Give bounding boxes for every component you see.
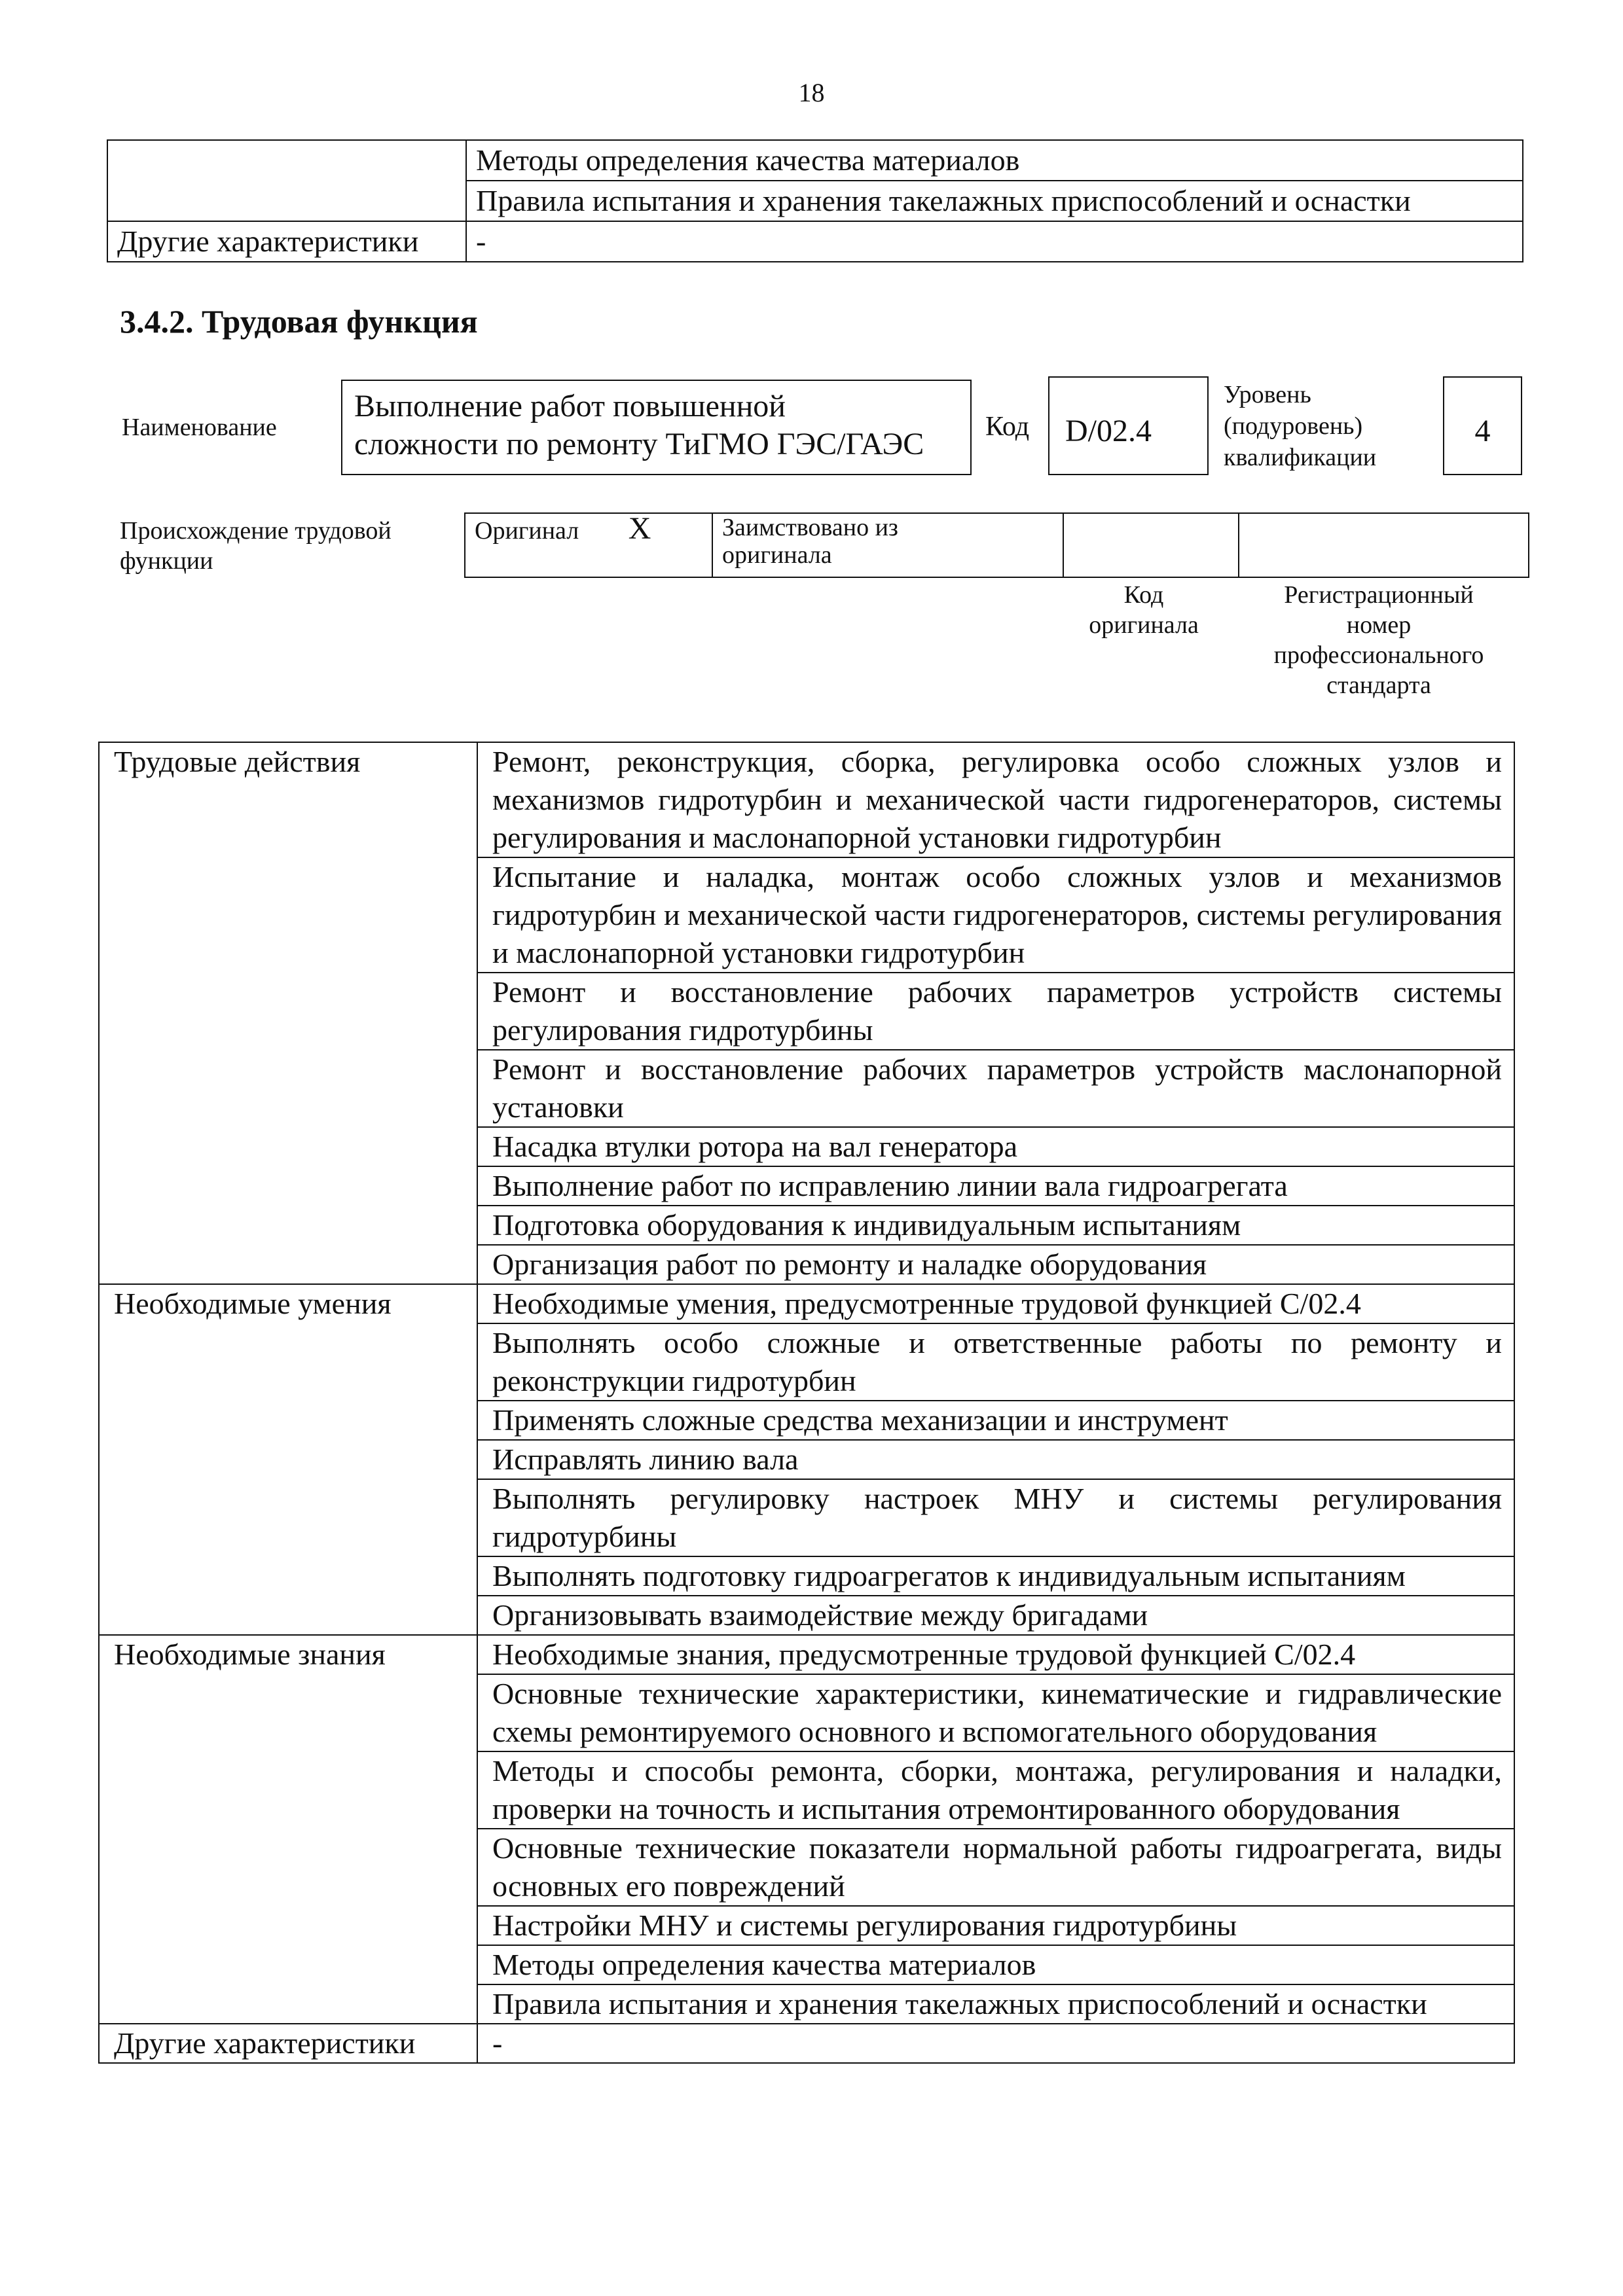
code-value: D/02.4 [1065,414,1152,448]
code-label: Код [985,412,1030,442]
origin-label-line: Происхождение трудовой [120,517,392,545]
other-characteristics-value: - [477,2024,1514,2063]
skill-item: Организовывать взаимодействие между бригадами [477,1596,1514,1635]
level-value: 4 [1474,414,1491,448]
other-characteristics-label: Другие характеристики [107,221,466,262]
knowledge-item: Правила испытания и хранения такелажных приспособлений и оснастки [466,181,1523,221]
page-number: 18 [798,78,825,107]
caption-line: номер [1346,611,1412,639]
function-name-line: сложности по ремонту ТиГМО ГЭС/ГАЭС [354,427,924,461]
knowledge-item: Необходимые знания, предусмотренные трудовой функцией C/02.4 [477,1635,1514,1674]
skills-label: Необходимые умения [99,1284,477,1635]
registration-number-cell [1239,513,1529,577]
table-row [465,513,1529,577]
other-characteristics-value: - [466,221,1523,262]
name-label: Наименование [122,414,277,441]
action-item: Подготовка оборудования к индивидуальным испытаниям [477,1206,1514,1245]
table-row [99,1635,1514,1674]
knowledge-item: Методы определения качества материалов [466,140,1523,181]
knowledge-item: Основные технические показатели нормальной работы гидроагрегата, виды основных его повреждений [477,1829,1514,1906]
caption-line: Регистрационный [1284,581,1474,609]
borrowed-line: Заимствовано из [722,514,898,541]
original-code-cell [1063,513,1239,577]
continued-table [107,139,1523,262]
level-label-line: (подуровень) [1224,412,1363,440]
origin-table [464,512,1529,578]
action-item: Выполнение работ по исправлению линии вала гидроагрегата [477,1166,1514,1206]
knowledge-item: Настройки МНУ и системы регулирования гидротурбины [477,1906,1514,1945]
level-label-line: Уровень [1224,381,1311,408]
caption-registration-number [1248,580,1510,700]
empty-section-cell [107,140,466,221]
borrowed-line: оригинала [722,541,832,569]
knowledge-item: Методы и способы ремонта, сборки, монтажа, регулирования и наладки, проверки на точность и испытания отремонтированного оборудования [477,1751,1514,1829]
origin-label-line: функции [120,547,213,575]
other-characteristics-label: Другие характеристики [99,2024,477,2063]
knowledge-item: Правила испытания и хранения такелажных приспособлений и оснастки [477,1984,1514,2024]
caption-line: оригинала [1089,611,1199,639]
original-mark: X [628,511,651,546]
table-row [99,2024,1514,2063]
caption-original-code [1072,580,1216,640]
action-item: Испытание и наладка, монтаж особо сложных узлов и механизмов гидротурбин и механической части гидрогенераторов, системы регулирования и маслонапорной установки гидротурбин [477,857,1514,973]
skill-item: Исправлять линию вала [477,1440,1514,1479]
skill-item: Применять сложные средства механизации и инструмент [477,1401,1514,1440]
table-row [107,221,1523,262]
level-label-line: квалификации [1224,444,1377,471]
function-name-line: Выполнение работ повышенной [354,389,786,423]
original-cell [465,513,712,577]
action-item: Ремонт, реконструкция, сборка, регулировка особо сложных узлов и механизмов гидротурбин и механической части гидрогенераторов, системы регулирования и маслонапорной установки гидротурбин [477,742,1514,857]
skill-item: Выполнять регулировку настроек МНУ и системы регулирования гидротурбины [477,1479,1514,1556]
table-row [99,742,1514,857]
function-details-table [98,742,1515,2064]
skill-item: Необходимые умения, предусмотренные трудовой функцией C/02.4 [477,1284,1514,1323]
code-box [1048,376,1209,475]
borrowed-cell [712,513,1063,577]
action-item: Организация работ по ремонту и наладке оборудования [477,1245,1514,1284]
caption-line: профессионального [1273,641,1484,669]
level-box [1443,376,1522,475]
skill-item: Выполнять особо сложные и ответственные работы по ремонту и реконструкции гидротурбин [477,1323,1514,1401]
action-item: Ремонт и восстановление рабочих параметров устройств маслонапорной установки [477,1050,1514,1127]
action-item: Насадка втулки ротора на вал генератора [477,1127,1514,1166]
table-row [107,140,1523,181]
actions-label: Трудовые действия [99,742,477,1284]
action-item: Ремонт и восстановление рабочих параметров устройств системы регулирования гидротурбины [477,973,1514,1050]
knowledge-item: Методы определения качества материалов [477,1945,1514,1984]
knowledge-label: Необходимые знания [99,1635,477,2024]
caption-line: Код [1123,581,1164,609]
origin-label [120,516,392,576]
knowledge-item: Основные технические характеристики, кинематические и гидравлические схемы ремонтируемого основного и вспомогательного оборудования [477,1674,1514,1751]
section-heading: 3.4.2. Трудовая функция [120,303,478,340]
level-label [1224,379,1376,473]
table-row [99,1284,1514,1323]
skill-item: Выполнять подготовку гидроагрегатов к индивидуальным испытаниям [477,1556,1514,1596]
original-label: Оригинал [475,517,579,545]
function-name-box [341,380,972,475]
caption-line: стандарта [1326,672,1431,699]
